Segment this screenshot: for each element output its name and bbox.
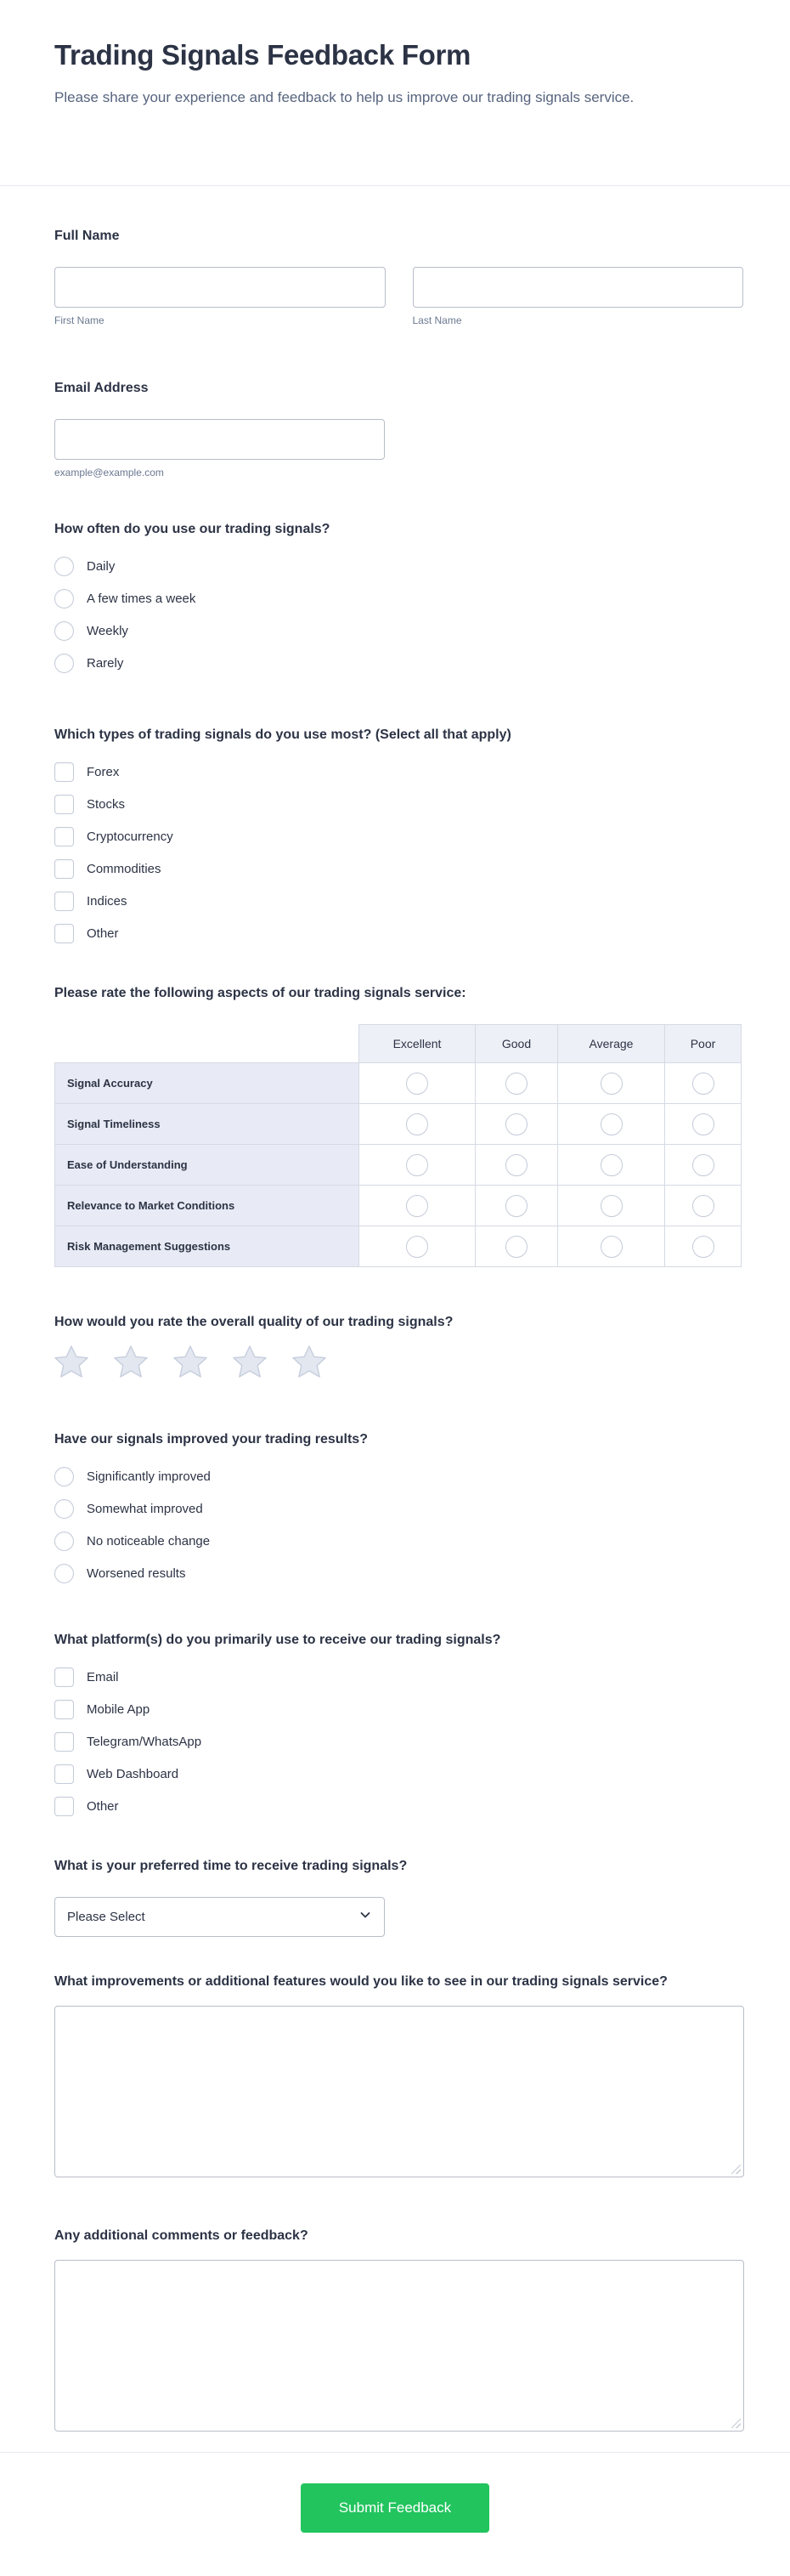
platforms-question: What platform(s) do you primarily use to receive our trading signals? [54,1633,501,1647]
select-value: Please Select [67,1910,145,1924]
checkbox-icon[interactable] [54,924,74,943]
checkbox-icon[interactable] [54,1764,74,1784]
frequency-options [54,550,743,679]
radio-button-icon[interactable] [692,1113,714,1135]
checkbox-option[interactable] [54,756,743,788]
rating-row-label: Risk Management Suggestions [55,1226,359,1267]
fullname-label: Full Name [54,229,120,243]
first-name-col [54,267,386,327]
improvements-block [54,1973,743,2177]
rating-column-header: Poor [665,1025,742,1063]
frequency-question-block [54,521,743,679]
radio-option-label: No noticeable change [87,1533,211,1548]
rating-column-header: Excellent [359,1025,476,1063]
platforms-options [54,1661,743,1822]
checkbox-option-label: Web Dashboard [87,1766,179,1781]
checkbox-icon[interactable] [54,892,74,911]
checkbox-option-label: Indices [87,893,127,909]
checkbox-option[interactable] [54,1661,743,1693]
preferred-time-question: What is your preferred time to receive trading signals? [54,1859,408,1873]
radio-button-icon[interactable] [692,1236,714,1258]
radio-button-icon[interactable] [406,1073,428,1095]
checkbox-option-label: Cryptocurrency [87,829,173,844]
checkbox-option[interactable] [54,820,743,852]
first-name-input[interactable] [54,267,386,308]
radio-button-icon[interactable] [601,1113,623,1135]
signal-types-question-block [54,727,743,949]
radio-button-icon[interactable] [692,1073,714,1095]
checkbox-option[interactable] [54,788,743,820]
radio-button-icon[interactable] [406,1195,428,1217]
checkbox-icon[interactable] [54,859,74,879]
checkbox-icon[interactable] [54,762,74,782]
checkbox-option[interactable] [54,1693,743,1725]
checkbox-icon[interactable] [54,1732,74,1752]
checkbox-option-label: Commodities [87,861,161,876]
rating-row-label: Relevance to Market Conditions [55,1186,359,1226]
rating-row-label: Ease of Understanding [55,1145,359,1186]
results-improvement-block [54,1431,743,1589]
radio-button-icon[interactable] [505,1195,528,1217]
email-field-block [54,380,743,479]
checkbox-option-label: Telegram/WhatsApp [87,1734,202,1749]
results-improvement-question: Have our signals improved your trading results? [54,1432,368,1447]
rating-cell-excellent[interactable] [359,1063,476,1104]
radio-option-label: Weekly [87,623,128,638]
form-header [0,0,790,186]
rating-cell-poor[interactable] [665,1104,742,1145]
radio-option[interactable] [54,582,743,614]
preferred-time-block [54,1858,743,1937]
email-input[interactable] [54,419,385,460]
radio-option-label: Significantly improved [87,1469,211,1484]
radio-button-icon[interactable] [54,557,74,576]
checkbox-option[interactable] [54,1725,743,1758]
table-row [55,1063,742,1104]
rating-table-header-row [55,1025,742,1063]
radio-option-label: Rarely [87,655,124,671]
table-row [55,1186,742,1226]
comments-question: Any additional comments or feedback? [54,2228,308,2243]
results-improvement-options [54,1460,743,1589]
radio-button-icon[interactable] [601,1154,623,1176]
table-row [55,1145,742,1186]
checkbox-option[interactable] [54,852,743,885]
radio-option[interactable] [54,1525,743,1557]
improvements-question: What improvements or additional features would you like to see in our trading signals service? [54,1974,668,1989]
checkbox-option-label: Email [87,1669,119,1684]
radio-button-icon[interactable] [54,1467,74,1486]
checkbox-option[interactable] [54,917,743,949]
rating-cell-excellent[interactable] [359,1186,476,1226]
table-row [55,1226,742,1267]
radio-option[interactable] [54,614,743,647]
rating-cell-excellent[interactable] [359,1226,476,1267]
table-row [55,1104,742,1145]
rating-cell-poor[interactable] [665,1226,742,1267]
radio-button-icon[interactable] [54,621,74,641]
rating-column-header: Good [476,1025,558,1063]
rating-cell-average[interactable] [558,1063,665,1104]
platforms-block [54,1632,743,1822]
radio-button-icon[interactable] [505,1073,528,1095]
star-icon[interactable] [292,1345,326,1380]
checkbox-icon[interactable] [54,1667,74,1687]
overall-quality-block [54,1314,743,1380]
rating-table-block [54,985,743,1267]
rating-row-label: Signal Timeliness [55,1104,359,1145]
form-subtitle: Please share your experience and feedback to help us improve our trading signals service. [54,89,635,105]
radio-button-icon[interactable] [406,1236,428,1258]
comments-textarea-wrap [54,2260,744,2432]
checkbox-option-label: Stocks [87,796,126,812]
email-label: Email Address [54,381,149,395]
radio-option[interactable] [54,647,743,679]
preferred-time-select[interactable] [54,1897,385,1937]
checkbox-option-label: Mobile App [87,1701,150,1717]
star-rating [54,1345,743,1380]
radio-option[interactable] [54,1557,743,1589]
checkbox-option-label: Other [87,1798,119,1814]
rating-table-question: Please rate the following aspects of our trading signals service: [54,986,466,1000]
rating-cell-good[interactable] [476,1104,558,1145]
radio-button-icon[interactable] [406,1154,428,1176]
first-name-sublabel: First Name [54,314,104,326]
checkbox-option-label: Other [87,926,119,941]
star-icon[interactable] [114,1345,148,1380]
rating-cell-average[interactable] [558,1104,665,1145]
checkbox-icon[interactable] [54,827,74,846]
rating-cell-average[interactable] [558,1186,665,1226]
radio-button-icon[interactable] [601,1236,623,1258]
radio-button-icon[interactable] [505,1113,528,1135]
last-name-input[interactable] [413,267,744,308]
radio-button-icon[interactable] [505,1236,528,1258]
rating-cell-poor[interactable] [665,1186,742,1226]
radio-button-icon[interactable] [54,1531,74,1551]
rating-table-corner-cell [55,1025,359,1063]
rating-column-header: Average [558,1025,665,1063]
radio-button-icon[interactable] [692,1154,714,1176]
chevron-down-icon [358,1908,372,1926]
email-sublabel: example@example.com [54,467,164,478]
radio-option-label: Worsened results [87,1565,186,1581]
rating-table-body [55,1063,742,1267]
radio-button-icon[interactable] [54,1564,74,1583]
rating-cell-good[interactable] [476,1226,558,1267]
star-icon[interactable] [54,1345,88,1380]
submit-feedback-button[interactable]: Submit Feedback [301,2483,489,2533]
checkbox-option-label: Forex [87,764,120,779]
signal-types-options [54,756,743,949]
radio-button-icon[interactable] [406,1113,428,1135]
rating-cell-poor[interactable] [665,1145,742,1186]
overall-quality-question: How would you rate the overall quality of our trading signals? [54,1315,454,1329]
fullname-field-block [54,228,743,327]
rating-cell-good[interactable] [476,1186,558,1226]
rating-cell-excellent[interactable] [359,1104,476,1145]
frequency-question: How often do you use our trading signals? [54,522,330,536]
radio-option-label: Daily [87,558,116,574]
star-icon[interactable] [233,1345,267,1380]
comments-block [54,2227,743,2432]
rating-row-label: Signal Accuracy [55,1063,359,1104]
rating-cell-poor[interactable] [665,1063,742,1104]
rating-cell-average[interactable] [558,1226,665,1267]
rating-cell-good[interactable] [476,1145,558,1186]
rating-cell-excellent[interactable] [359,1145,476,1186]
radio-button-icon[interactable] [601,1195,623,1217]
checkbox-icon[interactable] [54,1700,74,1719]
rating-cell-good[interactable] [476,1063,558,1104]
last-name-col [413,267,744,327]
checkbox-option[interactable] [54,1758,743,1790]
rating-cell-average[interactable] [558,1145,665,1186]
radio-option-label: Somewhat improved [87,1501,203,1516]
comments-textarea[interactable] [54,2260,744,2432]
radio-option[interactable] [54,550,743,582]
improvements-textarea[interactable] [54,2006,744,2177]
form-body [0,228,790,2432]
radio-option-label: A few times a week [87,591,196,606]
last-name-sublabel: Last Name [412,314,462,326]
checkbox-icon[interactable] [54,795,74,814]
radio-option[interactable] [54,1492,743,1525]
radio-button-icon[interactable] [505,1154,528,1176]
checkbox-option[interactable] [54,1790,743,1822]
radio-option[interactable] [54,1460,743,1492]
checkbox-option[interactable] [54,885,743,917]
rating-table [54,1024,742,1267]
radio-button-icon[interactable] [692,1195,714,1217]
fullname-inputs-row [54,267,743,327]
improvements-textarea-wrap [54,2006,744,2177]
star-icon[interactable] [173,1345,207,1380]
radio-button-icon[interactable] [54,589,74,609]
checkbox-icon[interactable] [54,1797,74,1816]
button-bar [0,2453,790,2570]
radio-button-icon[interactable] [54,654,74,673]
radio-button-icon[interactable] [54,1499,74,1519]
page-title: Trading Signals Feedback Form [54,39,471,71]
email-input-wrap [54,419,385,479]
signal-types-question: Which types of trading signals do you use most? (Select all that apply) [54,728,511,742]
radio-button-icon[interactable] [601,1073,623,1095]
